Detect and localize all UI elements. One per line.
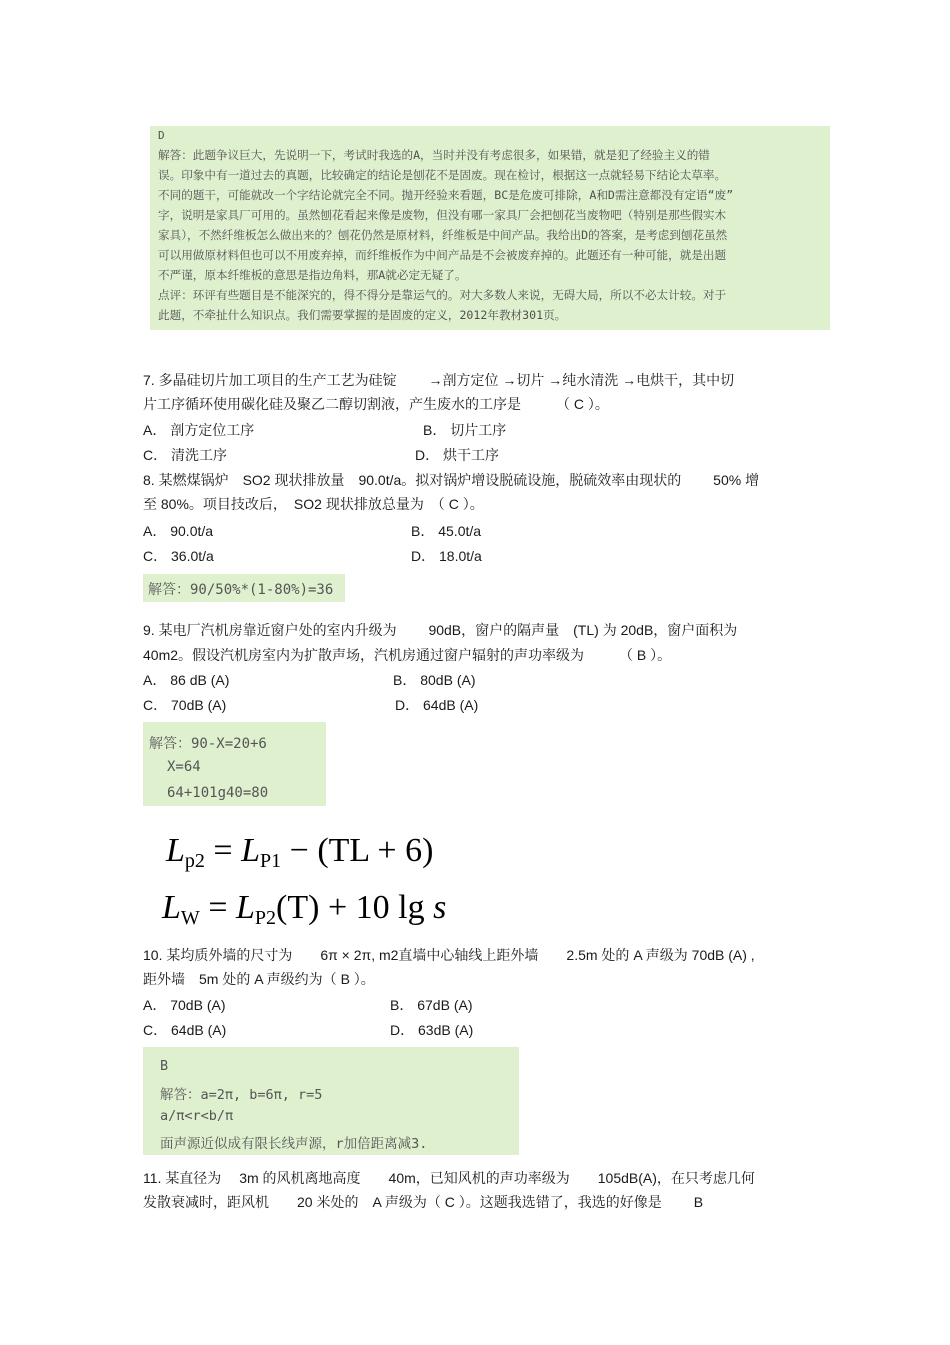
q7-stem-line-2: 片工序循环使用碳化硅及聚乙二醇切割液，产生废水的工序是 （ C ）。 (143, 396, 609, 412)
q7-option-b: B． 切片工序 (423, 422, 507, 438)
q6-line-3: 不同的题干，可能就改一个字结论就完全不同。抛开经验来看题，BC是危废可排除，A和D需注意都没有定语“废” (158, 188, 734, 202)
q6-line-2: 误。印象中有一道过去的真题，比较确定的结论是刨花不是固废。现在检讨，根据这一点就轻易下结论太草率。 (158, 168, 727, 182)
q7-option-d: D． 烘干工序 (415, 447, 499, 463)
formula-1-lhs: L (166, 832, 185, 869)
q10-answer-line-4: 面声源近似成有限长线声源，r加倍距离减3. (160, 1136, 428, 1152)
q8-option-b: B． 45.0t/a (411, 523, 482, 539)
q10-answer-line-1: B (160, 1058, 169, 1074)
q6-line-4: 字，说明是家具厂可用的。虽然刨花看起来像是废物，但没有哪一家具厂会把刨花当废物吧（特别是那些假实木 (158, 208, 727, 222)
q10-option-b: B． 67dB (A) (390, 997, 473, 1013)
q8-option-a: A． 90.0t/a (143, 523, 214, 539)
formula-2-lhs-sub: W (180, 907, 200, 929)
q9-stem-line-1: 9. 某电厂汽机房靠近窗户处的室内升级为 90dB，窗户的隔声量 (TL) 为 20dB，窗户面积为 (143, 622, 738, 638)
q6-line-9: 此题，不牵扯什么知识点。我们需要掌握的是固废的定义，2012年教材301页。 (158, 308, 567, 322)
q9-stem-line-2: 40m2。假设汽机房室内为扩散声场，汽机房通过窗户辐射的声功率级为 （ B ）。 (143, 647, 672, 663)
formula-line-2 (162, 889, 446, 930)
q10-answer-line-3: a/π<r<b/π (160, 1108, 234, 1124)
formula-2-rhs: L (236, 889, 255, 926)
formula-2-eq: = (199, 889, 236, 926)
q6-line-7: 不严谨，原本纤维板的意思是指边角料，那A就必定无疑了。 (158, 268, 467, 282)
q7-stem-line-1: 7. 多晶硅切片加工项目的生产工艺为硅锭 →剖方定位 →切片 →纯水清洗 →电烘干，其中切 (143, 372, 735, 388)
q11-stem-line-1: 11. 某直径为 3m 的风机离地高度 40m，已知风机的声功率级为 105dB(A)，在只考虑几何 (143, 1170, 755, 1186)
formula-1-rhs-sub: P1 (260, 850, 282, 872)
q10-option-a: A． 70dB (A) (143, 997, 226, 1013)
formula-1-eq: = (204, 832, 242, 869)
formula-2-rhs-sub: P2 (254, 907, 277, 929)
q9-option-c: C． 70dB (A) (143, 697, 227, 713)
q6-line-6: 可以用做原材料但也可以不用废弃掉，而纤维板作为中间产品是不会被废弃掉的。此题还有一种可能，就是出题 (158, 248, 727, 262)
q9-answer-line-1: 解答：90-X=20+6 (149, 736, 267, 752)
q8-option-d: D． 18.0t/a (411, 548, 482, 564)
q9-option-d: D． 64dB (A) (395, 697, 479, 713)
formula-1-rhs: L (241, 832, 261, 869)
q10-option-d: D． 63dB (A) (390, 1022, 474, 1038)
q7-option-a: A． 剖方定位工序 (143, 422, 255, 438)
q8-answer-text: 解答：90/50%*(1-80%)=36 (148, 582, 334, 598)
formula-2-s: s (433, 889, 447, 926)
q7-option-c: C． 清洗工序 (143, 447, 227, 463)
formula-line-1 (166, 832, 433, 873)
formula-1-rest: − (TL + 6) (281, 832, 434, 869)
q9-answer-line-3: 64+101g40=80 (167, 785, 269, 801)
formula-2-lhs: L (162, 889, 181, 926)
q9-option-b: B． 80dB (A) (393, 672, 476, 688)
q10-option-c: C． 64dB (A) (143, 1022, 227, 1038)
q6-line-1: 解答：此题争议巨大，先说明一下，考试时我选的A，当时并没有考虑很多，如果错，就是犯了经验主义的错 (158, 148, 710, 162)
q6-line-8: 点评：环评有些题目是不能深究的，得不得分是靠运气的。对大多数人来说，无碍大局，所以不必太计较。对于 (158, 288, 727, 302)
formula-2-rest: (T) + 10 lg (276, 889, 434, 926)
q8-option-c: C． 36.0t/a (143, 548, 214, 564)
formula-1-lhs-sub: p2 (184, 850, 205, 872)
q6-answer-letter: D (158, 129, 165, 142)
q6-line-5: 家具），不然纤维板怎么做出来的？刨花仍然是原材料，纤维板是中间产品。我给出D的答案，是考虑到刨花虽然 (158, 228, 728, 242)
q8-stem-line-1: 8. 某燃煤锅炉 SO2 现状排放量 90.0t/a。拟对锅炉增设脱硫设施，脱硫效率由现状的 50% 增 (143, 472, 760, 488)
q8-stem-line-2: 至 80%。项目技改后， SO2 现状排放总量为 （ C ）。 (143, 496, 484, 512)
q10-answer-line-2: 解答：a=2π, b=6π, r=5 (160, 1087, 323, 1103)
q10-stem-line-1: 10. 某均质外墙的尺寸为 6π × 2π, m2直墙中心轴线上距外墙 2.5m 处的 A 声级为 70dB (A) , (143, 947, 755, 963)
q9-answer-line-2: X=64 (167, 759, 201, 775)
q9-option-a: A． 86 dB (A) (143, 672, 230, 688)
q10-stem-line-2: 距外墙 5m 处的 A 声级约为（ B ）。 (143, 971, 375, 987)
q11-stem-line-2: 发散衰减时，距风机 20 米处的 A 声级为（ C ）。这题我选错了，我选的好像是 B (143, 1194, 704, 1210)
